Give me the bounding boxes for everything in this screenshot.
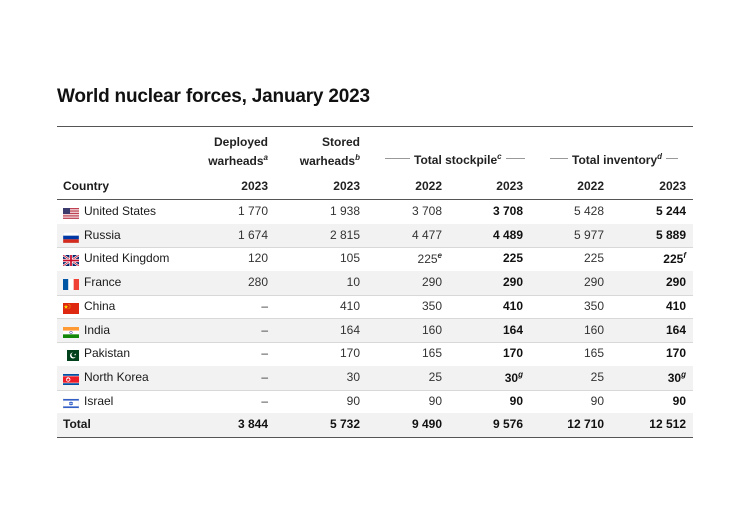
cell-inv23 <box>606 417 686 431</box>
inventory-note: d <box>657 152 663 161</box>
cell-value: 4 477 <box>411 227 442 242</box>
cell-inv22 <box>524 417 604 431</box>
stored-header-line2 <box>300 150 360 169</box>
cell-value: 1 938 <box>329 204 360 218</box>
cell-inv22 <box>524 346 604 360</box>
year-header-stock22: 2022 <box>415 179 442 193</box>
cell-stored <box>280 204 360 218</box>
china-flag-icon <box>63 301 79 312</box>
cell-inv23 <box>606 323 686 337</box>
cell-stock22 <box>362 370 442 384</box>
cell-value: 3 708 <box>411 204 442 218</box>
cell-stock22 <box>362 275 442 289</box>
cell-stock22 <box>362 346 442 360</box>
page-title: World nuclear forces, January 2023 <box>57 86 370 107</box>
cell-value: 165 <box>583 346 604 361</box>
cell-value: 410 <box>502 298 523 313</box>
cell-value: 12 512 <box>649 417 686 432</box>
cell-value: 164 <box>339 322 360 337</box>
cell-value: 290 <box>502 275 523 290</box>
cell-stock23 <box>443 204 523 218</box>
cell-value: 1 770 <box>237 204 268 218</box>
year-header-stock23: 2023 <box>496 179 523 193</box>
country-name: France <box>84 275 122 290</box>
cell-stored <box>280 323 360 337</box>
cell-stock22 <box>362 251 442 266</box>
cell-stock23 <box>443 323 523 337</box>
deployed-note: a <box>263 153 268 162</box>
cell-value: – <box>261 393 268 408</box>
cell-value: 2 815 <box>329 227 360 242</box>
cell-value: 90 <box>428 393 442 408</box>
footnote-marker: g <box>681 369 686 379</box>
table-row <box>57 224 693 249</box>
cell-inv22 <box>524 299 604 313</box>
cell-value: 25 <box>428 369 442 384</box>
cell-value: 5 428 <box>573 204 604 218</box>
north-korea-flag-icon <box>63 372 79 383</box>
cell-deployed <box>188 299 268 313</box>
cell-deployed <box>188 394 268 408</box>
cell-stock23 <box>443 394 523 408</box>
cell-value: 290 <box>665 275 686 290</box>
cell-stored <box>280 251 360 265</box>
cell-deployed <box>188 275 268 289</box>
france-flag-icon <box>63 277 79 288</box>
cell-value: 10 <box>346 275 360 290</box>
cell-stock23 <box>443 228 523 242</box>
country-name: Pakistan <box>84 346 131 361</box>
cell-value: 290 <box>583 275 604 290</box>
cell-value: 225 <box>502 251 523 266</box>
cell-value: 30 <box>667 370 682 385</box>
stockpile-label: Total stockpile <box>414 153 498 167</box>
inventory-group-label <box>568 150 666 167</box>
cell-stock22 <box>362 417 442 431</box>
cell-value: 225 <box>663 252 684 267</box>
table-row <box>57 342 693 367</box>
cell-stock23 <box>443 275 523 289</box>
india-flag-icon <box>63 325 79 336</box>
cell-value: – <box>261 369 268 384</box>
cell-inv23 <box>606 299 686 313</box>
uk-flag-icon <box>63 253 79 264</box>
year-header-inv22: 2022 <box>577 179 604 193</box>
cell-value: 30 <box>504 370 519 385</box>
year-header-stored: 2023 <box>333 179 360 193</box>
cell-value: 280 <box>247 275 268 290</box>
stockpile-note: c <box>497 152 502 161</box>
cell-value: 1 674 <box>237 227 268 242</box>
cell-stock22 <box>362 323 442 337</box>
deployed-header-line2 <box>208 150 268 169</box>
cell-value: – <box>261 322 268 337</box>
cell-value: 225 <box>583 251 604 266</box>
cell-value: 350 <box>583 298 604 313</box>
cell-inv23 <box>606 251 686 266</box>
country-name: Israel <box>84 393 114 408</box>
cell-deployed <box>188 251 268 265</box>
table-row <box>57 247 693 272</box>
cell-inv23 <box>606 346 686 360</box>
cell-value: 90 <box>346 393 360 408</box>
cell-inv22 <box>524 228 604 242</box>
cell-inv22 <box>524 275 604 289</box>
year-header-inv23: 2023 <box>659 179 686 193</box>
pakistan-flag-icon <box>63 348 79 359</box>
table-row <box>57 390 693 415</box>
footnote-marker: e <box>437 251 442 261</box>
cell-stock22 <box>362 299 442 313</box>
cell-stored <box>280 299 360 313</box>
cell-inv23 <box>606 370 686 385</box>
cell-value: 90 <box>672 393 686 408</box>
cell-stored <box>280 228 360 242</box>
cell-stored <box>280 275 360 289</box>
cell-value: 3 708 <box>492 204 523 218</box>
country-name: North Korea <box>84 369 149 384</box>
deployed-header <box>208 134 268 169</box>
cell-stock23 <box>443 417 523 431</box>
cell-value: 9 490 <box>411 417 442 432</box>
footnote-marker: g <box>518 369 523 379</box>
cell-stored <box>280 346 360 360</box>
stockpile-group-label <box>410 150 506 167</box>
cell-value: 90 <box>509 393 523 408</box>
cell-stored <box>280 370 360 384</box>
cell-stock22 <box>362 394 442 408</box>
table-row <box>57 271 693 296</box>
table-row <box>57 319 693 344</box>
cell-deployed <box>188 346 268 360</box>
israel-flag-icon <box>63 396 79 407</box>
cell-value: 164 <box>502 322 523 337</box>
country-name: United Kingdom <box>84 251 170 266</box>
cell-deployed <box>188 417 268 431</box>
year-header-deployed: 2023 <box>241 179 268 193</box>
cell-value: 5 732 <box>329 417 360 432</box>
cell-value: 5 977 <box>573 227 604 242</box>
cell-value: 105 <box>339 251 360 266</box>
russia-flag-icon <box>63 230 79 241</box>
cell-value: 30 <box>346 369 360 384</box>
country-header: Country <box>63 179 109 193</box>
cell-value: 9 576 <box>492 417 523 432</box>
cell-value: 170 <box>665 346 686 361</box>
cell-value: 225 <box>417 252 438 267</box>
stored-header <box>300 134 360 169</box>
table-row <box>57 295 693 320</box>
country-name: Russia <box>84 227 121 242</box>
country-name: United States <box>84 204 157 218</box>
cell-deployed <box>188 228 268 242</box>
us-flag-icon <box>63 206 79 217</box>
cell-inv22 <box>524 251 604 265</box>
cell-stock23 <box>443 299 523 313</box>
cell-deployed <box>188 370 268 384</box>
top-rule <box>57 126 693 127</box>
cell-value: 290 <box>421 275 442 290</box>
cell-value: 5 889 <box>655 227 686 242</box>
cell-inv23 <box>606 228 686 242</box>
country-name: Total <box>63 417 91 432</box>
cell-value: 12 710 <box>567 417 604 432</box>
cell-inv22 <box>524 370 604 384</box>
cell-stock22 <box>362 228 442 242</box>
cell-value: 170 <box>339 346 360 361</box>
cell-deployed <box>188 204 268 218</box>
cell-value: 160 <box>583 322 604 337</box>
cell-stock23 <box>443 370 523 385</box>
cell-stored <box>280 394 360 408</box>
cell-value: 160 <box>421 322 442 337</box>
cell-value: 170 <box>502 346 523 361</box>
cell-value: 410 <box>665 298 686 313</box>
cell-value: 164 <box>665 322 686 337</box>
cell-value: – <box>261 298 268 313</box>
cell-inv22 <box>524 394 604 408</box>
footnote-marker: f <box>683 251 686 261</box>
total-row <box>57 413 693 438</box>
stored-note: b <box>355 153 360 162</box>
cell-value: 3 844 <box>237 417 268 432</box>
cell-value: 120 <box>247 251 268 266</box>
cell-deployed <box>188 323 268 337</box>
cell-value: – <box>261 346 268 361</box>
cell-value: 410 <box>339 298 360 313</box>
cell-inv23 <box>606 204 686 218</box>
cell-stock23 <box>443 346 523 360</box>
cell-inv22 <box>524 323 604 337</box>
cell-stored <box>280 417 360 431</box>
cell-value: 4 489 <box>492 227 523 242</box>
cell-inv23 <box>606 275 686 289</box>
table-row <box>57 200 693 225</box>
stored-header-line1: Stored <box>321 135 360 149</box>
cell-value: 350 <box>421 298 442 313</box>
deployed-header-line1: Deployed <box>213 135 268 149</box>
cell-stock22 <box>362 204 442 218</box>
cell-value: 5 244 <box>655 204 686 218</box>
cell-stock23 <box>443 251 523 265</box>
cell-value: 90 <box>590 393 604 408</box>
table-row <box>57 366 693 391</box>
stored-header-word: warheads <box>299 154 356 168</box>
inventory-label: Total inventory <box>572 153 658 167</box>
country-name: India <box>84 322 111 337</box>
country-name: China <box>84 298 116 313</box>
deployed-header-word: warheads <box>208 154 264 168</box>
cell-inv23 <box>606 394 686 408</box>
cell-value: 25 <box>590 369 604 384</box>
cell-value: 165 <box>421 346 442 361</box>
cell-inv22 <box>524 204 604 218</box>
